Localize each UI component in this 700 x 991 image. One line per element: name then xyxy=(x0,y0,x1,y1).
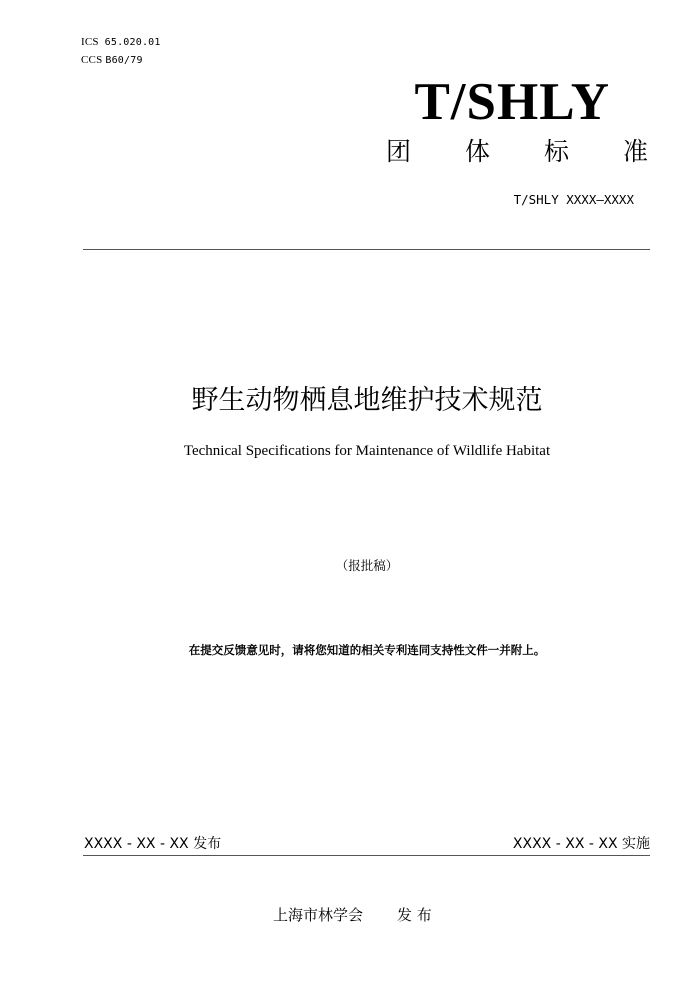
top-divider xyxy=(83,249,650,250)
standard-type-char: 体 xyxy=(464,137,490,166)
ics-label: ICS xyxy=(81,36,99,48)
publisher-line xyxy=(273,905,432,925)
standard-type xyxy=(386,136,648,168)
draft-stage: （报批稿） xyxy=(335,558,399,573)
implement-date: XXXX - XX - XX 实施 xyxy=(512,836,650,852)
ccs-value: B60/79 xyxy=(105,55,143,66)
publisher-name: 上海市林学会 xyxy=(273,906,364,924)
publisher-action: 发 布 xyxy=(397,906,432,924)
bottom-divider xyxy=(83,855,650,856)
standard-type-char: 标 xyxy=(543,137,569,166)
standard-code-logo: T/SHLY xyxy=(414,73,610,131)
publish-date: XXXX - XX - XX 发布 xyxy=(84,836,222,852)
standard-type-char: 准 xyxy=(622,137,648,166)
patent-notice: 在提交反馈意见时，请将您知道的相关专利连同支持性文件一并附上。 xyxy=(188,643,546,657)
standard-type-char: 团 xyxy=(386,137,412,166)
ccs-code xyxy=(81,54,143,67)
title-chinese: 野生动物栖息地维护技术规范 xyxy=(191,385,543,416)
title-english: Technical Specifications for Maintenance of Wildlife Habitat xyxy=(183,443,551,459)
document-number: T/SHLY XXXX—XXXX xyxy=(513,192,634,207)
ics-code xyxy=(81,36,161,49)
ccs-label: CCS xyxy=(81,54,103,66)
ics-value: 65.020.01 xyxy=(104,37,161,48)
